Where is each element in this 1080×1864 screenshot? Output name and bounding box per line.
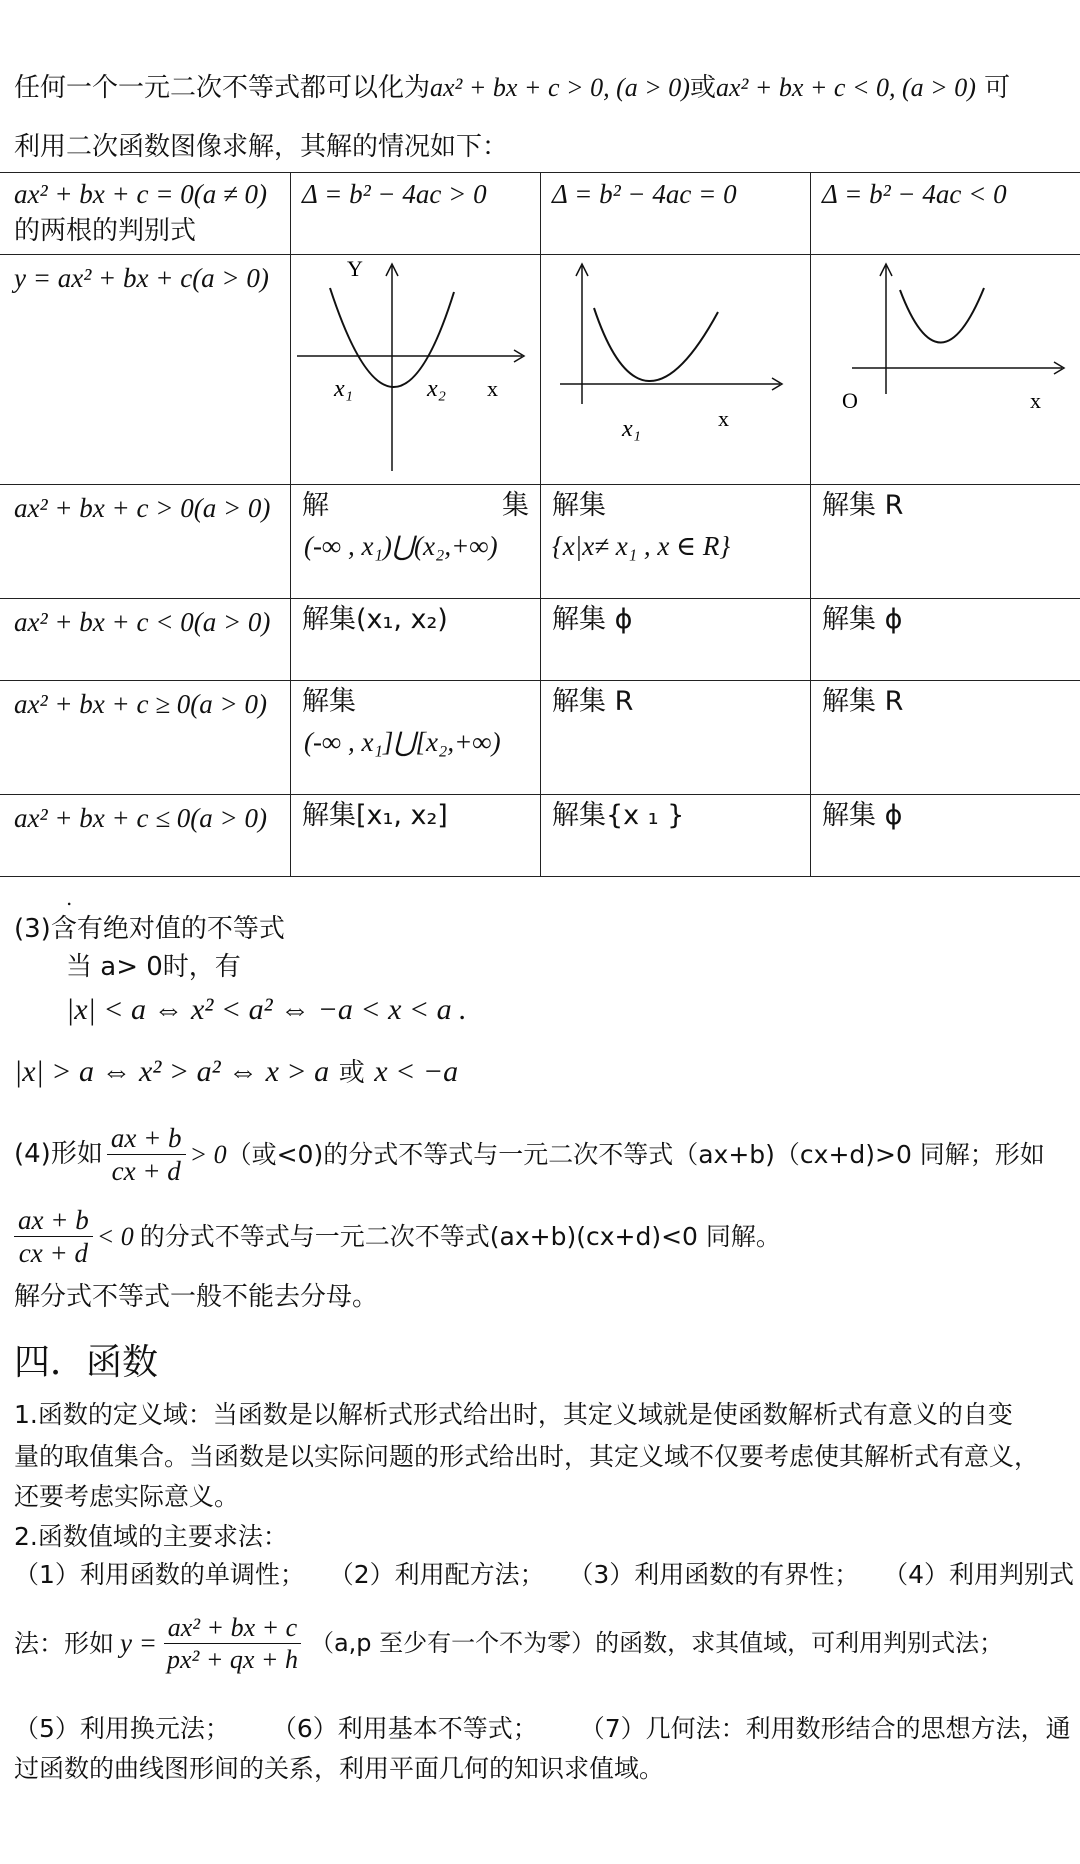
m4-fraction (163, 1612, 302, 1675)
row-lt-label: ax² + bx + c < 0(a > 0) (14, 607, 271, 637)
x-label: x (487, 376, 498, 401)
fraction-denominator: cx + d (111, 1156, 181, 1187)
row-lt-c4: 解集 ϕ (822, 604, 903, 635)
row-gt-c2-word2: 集 (502, 490, 529, 521)
section4-line-3: 解分式不等式一般不能去分母。 (14, 1282, 379, 1312)
stray-dot: . (66, 886, 73, 910)
header-delta-negative: Δ = b² − 4ac < 0 (822, 179, 1007, 209)
eq2-or: 或 (338, 1058, 365, 1088)
row-le-c4: 解集 ϕ (822, 800, 903, 831)
method-1: （1）利用函数的单调性； (14, 1560, 305, 1589)
row-ge-c4: 解集 R (822, 686, 904, 717)
root-x1-label: x₁ (622, 416, 641, 442)
s4-lt0: < 0 (96, 1222, 134, 1252)
parabola-curve (900, 288, 984, 343)
row-gt-c4: 解集 R (822, 490, 904, 521)
method-6: （6）利用基本不等式； (271, 1714, 538, 1743)
row-ge-label: ax² + bx + c ≥ 0(a > 0) (14, 689, 268, 719)
fraction-denominator: px² + qx + h (166, 1645, 298, 1675)
methods-line-4: 过函数的曲线图形间的关系，利用平面几何的知识求值域。 (14, 1754, 665, 1783)
intro-line-1 (14, 72, 1010, 104)
root-x2-label: x₂ (427, 376, 446, 402)
methods-line-2 (14, 1612, 1003, 1675)
header-delta-positive: Δ = b² − 4ac > 0 (302, 179, 487, 209)
x-label: x (1030, 388, 1041, 413)
parabola-curve (594, 308, 718, 381)
row-ge-c2-set: (-∞ , x₁]⋃[x₂,+∞) (304, 727, 501, 757)
intro-or: 或 (689, 73, 716, 103)
s4-line1-rest: （或<0)的分式不等式与一元二次不等式（ax+b)（cx+d)>0 同解；形如 (226, 1139, 1045, 1169)
row-le-c2: 解集[x₁, x₂] (302, 800, 448, 831)
row-ge-c2-word: 解集 (302, 686, 356, 717)
origin-label: O (842, 388, 858, 413)
p1-line-3: 还要考虑实际意义。 (14, 1482, 240, 1511)
row-le-c3: 解集{x ₁ } (552, 800, 685, 831)
x-label: x (718, 406, 729, 431)
methods-line-3 (14, 1714, 1071, 1744)
row-lt-c2: 解集(x₁, x₂) (302, 604, 448, 635)
fraction-numerator: ax² + bx + c (164, 1612, 302, 1644)
intro-ineq-a: ax² + bx + c > 0, (a > 0) (430, 73, 690, 102)
intro-ineq-b: ax² + bx + c < 0, (a > 0) (715, 73, 976, 102)
methods-line-1 (14, 1560, 1074, 1590)
p2-title: 2.函数值域的主要求法： (14, 1522, 288, 1551)
s4-prefix: (4)形如 (14, 1139, 103, 1170)
row-gt-c2-word1: 解 (302, 490, 329, 521)
row-le-label: ax² + bx + c ≤ 0(a > 0) (14, 803, 268, 833)
row-gt-c3-word: 解集 (552, 490, 606, 521)
part4-heading: 四．函数 (14, 1342, 159, 1383)
s4-gt0: > 0 (189, 1140, 227, 1170)
eq2-part-a: |x| > a ⇔ x² > a² ⇔ x > a (14, 1055, 330, 1088)
eq2-part-b: x < −a (374, 1055, 459, 1088)
section3-equation-2 (14, 1054, 458, 1090)
row-gt-c2-set: (-∞ , x₁)⋃(x₂,+∞) (304, 531, 498, 561)
header-equation: ax² + bx + c = 0(a ≠ 0) (14, 179, 268, 209)
intro-suffix: 可 (984, 73, 1011, 103)
row-gt-c3-set: {x|x≠ x₁ , x ∈ R} (552, 531, 731, 561)
graph-row-label: y = ax² + bx + c(a > 0) (14, 263, 269, 293)
y-label: Y (347, 256, 363, 281)
method-4: （4）利用判别式 (883, 1560, 1074, 1589)
parabola-one-root-graph (542, 256, 808, 482)
method-2: （2）利用配方法； (328, 1560, 545, 1589)
section3-condition: 当 a> 0时，有 (66, 952, 241, 982)
s4-fraction-1 (107, 1122, 186, 1188)
header-delta-zero: Δ = b² − 4ac = 0 (552, 179, 737, 209)
p1-line-2: 量的取值集合。当函数是以实际问题的形式给出时，其定义域不仅要考虑使其解析式有意义， (14, 1442, 1040, 1471)
p1-line-1: 1.函数的定义域：当函数是以解析式形式给出时，其定义域就是使函数解析式有意义的自变 (14, 1400, 1013, 1429)
row-ge-c3: 解集 R (552, 686, 634, 717)
fraction-numerator: ax + b (14, 1204, 93, 1237)
row-gt-label: ax² + bx + c > 0(a > 0) (14, 493, 271, 523)
section4-line-1 (14, 1122, 1045, 1188)
intro-prefix: 任何一个一元二次不等式都可以化为 (14, 73, 431, 103)
parabola-two-roots-graph (292, 256, 538, 482)
section4-line-2 (14, 1204, 781, 1270)
fraction-numerator: ax + b (107, 1122, 186, 1155)
s4-fraction-2 (14, 1204, 93, 1270)
parabola-no-root-graph (812, 256, 1078, 482)
fraction-denominator: cx + d (18, 1238, 88, 1269)
m4-rest: （a,p 至少有一个不为零）的函数，求其值域，可利用判别式法； (309, 1629, 1004, 1658)
method-3: （3）利用函数的有界性； (568, 1560, 860, 1589)
m4-y-eq: y = (120, 1628, 157, 1659)
section3-title: (3)含有绝对值的不等式 (14, 914, 285, 944)
m4-prefix: 法：形如 (14, 1628, 115, 1658)
row-lt-c3: 解集 ϕ (552, 604, 633, 635)
header-discriminant-label: 的两根的判别式 (14, 216, 197, 246)
section3-equation-1: |x| < a ⇔ x² < a² ⇔ −a < x < a . (66, 993, 467, 1026)
method-5: （5）利用换元法； (14, 1714, 230, 1743)
intro-line-2: 利用二次函数图像求解，其解的情况如下： (14, 132, 509, 162)
method-7: （7）几何法：利用数形结合的思想方法，通 (579, 1714, 1071, 1743)
root-x1-label: x₁ (334, 376, 353, 402)
s4-line2-rest: 的分式不等式与一元二次不等式(ax+b)(cx+d)<0 同解。 (139, 1221, 781, 1251)
